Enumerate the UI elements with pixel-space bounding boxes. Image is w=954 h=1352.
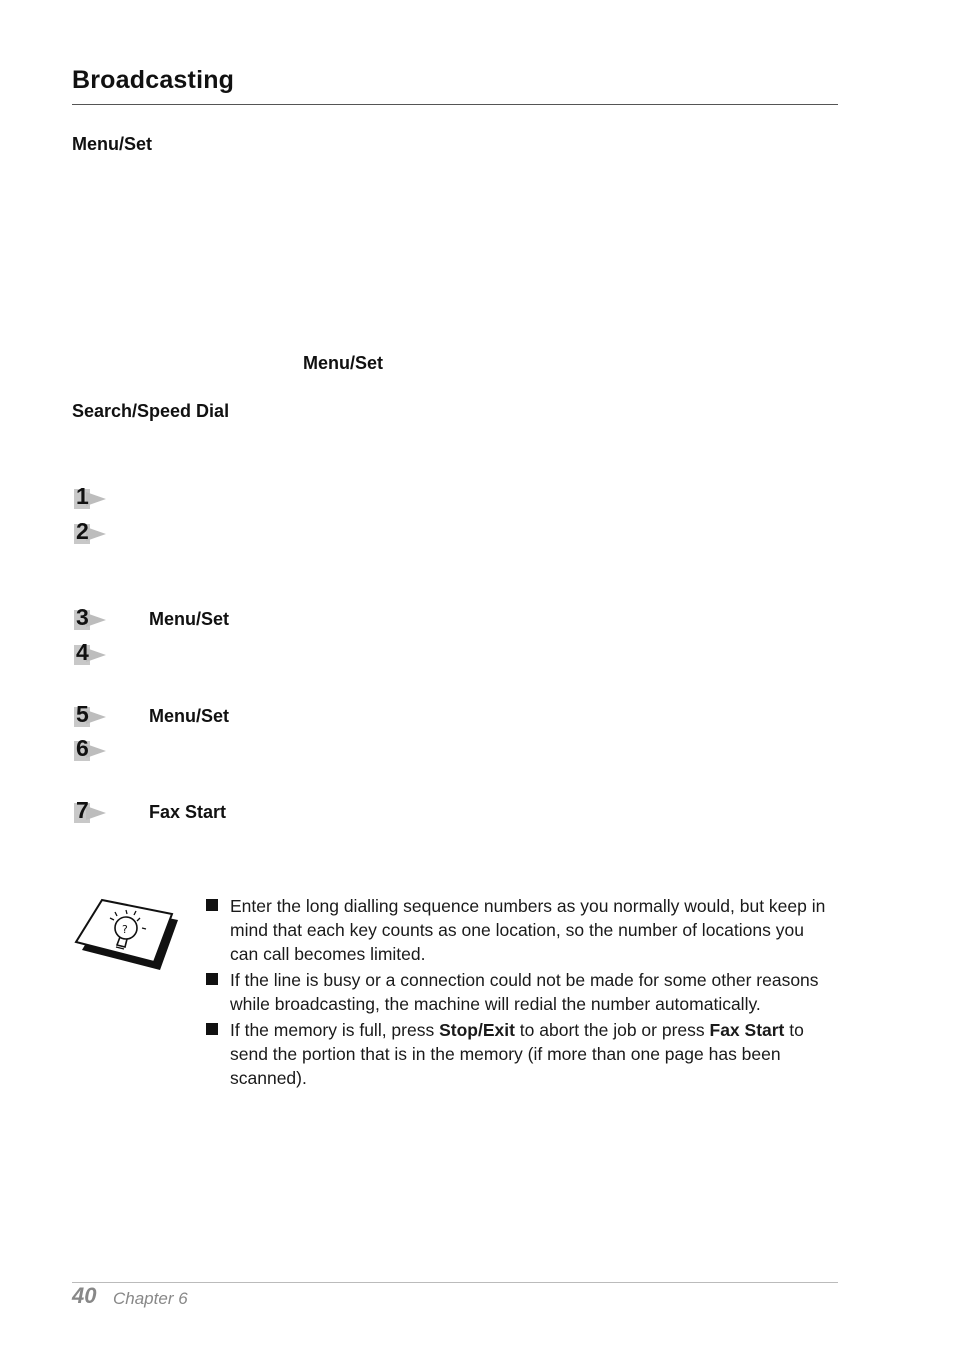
- step-4-marker: [72, 639, 108, 669]
- menu-set-label: Menu/Set: [303, 353, 384, 373]
- note-item: [204, 968, 834, 1016]
- step-1-marker: [72, 483, 108, 513]
- step-7-marker: [72, 797, 108, 827]
- note-text: to abort the job or press: [514, 1020, 710, 1040]
- notes-list: [204, 894, 834, 1092]
- step-5-marker: [72, 701, 108, 731]
- step-3-key: Menu/Set: [149, 609, 230, 629]
- step-number: 6: [76, 735, 89, 761]
- bullet-icon: [206, 1023, 218, 1035]
- step-number: 2: [76, 518, 89, 544]
- bullet-icon: [206, 973, 218, 985]
- step-number: 5: [76, 701, 89, 727]
- chapter-label: Chapter 6: [113, 1289, 188, 1308]
- step-2-marker: [72, 518, 108, 548]
- footer-divider: [72, 1282, 838, 1283]
- step-6-marker: [72, 735, 108, 765]
- note-text: If the memory is full, press: [230, 1020, 440, 1040]
- note-text: Enter the long dialling sequence numbers as you normally would, but keep in mind that each key counts as one location, so the number of locations you can call becomes limited.: [230, 896, 826, 964]
- step-3-marker: [72, 604, 108, 634]
- lightbulb-note-icon: [74, 898, 178, 972]
- menu-set-label: Menu/Set: [72, 134, 153, 154]
- stop-exit-key: Stop/Exit: [439, 1020, 515, 1040]
- step-number: 1: [76, 483, 89, 509]
- step-5-key: Menu/Set: [149, 706, 230, 726]
- page-number: 40: [72, 1283, 97, 1308]
- note-text: to send the portion that is in the memory (if more than one page has been scanned).: [230, 1020, 804, 1088]
- fax-start-key: Fax Start: [709, 1020, 785, 1040]
- step-number: 4: [76, 639, 89, 665]
- note-text: If the line is busy or a connection could not be made for some other reasons while broadcasting, the machine will redial the number automatically.: [230, 970, 819, 1014]
- note-item: [204, 1018, 834, 1090]
- step-7-key: Fax Start: [149, 802, 227, 822]
- note-item: [204, 894, 834, 966]
- step-number: 7: [76, 797, 89, 823]
- svg-text:?: ?: [122, 923, 128, 936]
- title-divider: [72, 104, 838, 105]
- page-title: Broadcasting: [72, 66, 235, 94]
- search-speed-dial-label: Search/Speed Dial: [72, 401, 230, 421]
- step-number: 3: [76, 604, 89, 630]
- bullet-icon: [206, 899, 218, 911]
